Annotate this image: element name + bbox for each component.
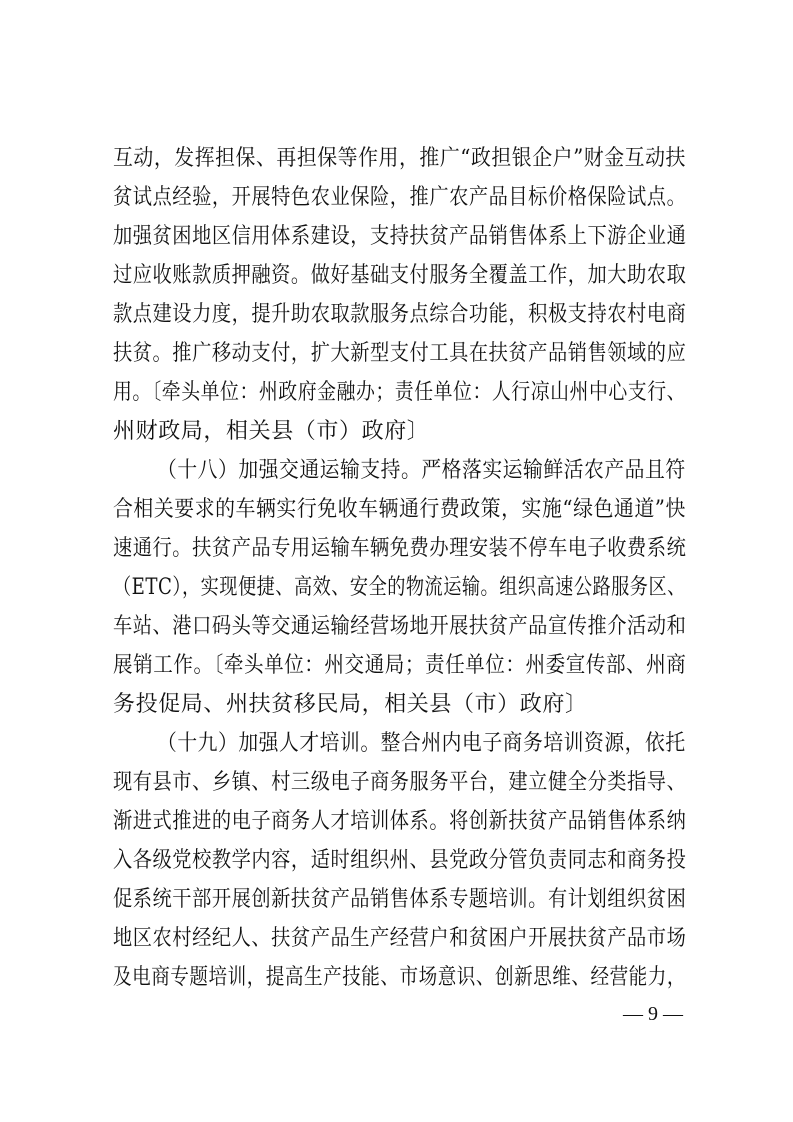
text-line: 务投促局、州扶贫移民局，相关县（市）政府〕 [113, 692, 588, 717]
text-line: 用。〔牵头单位：州政府金融办；责任单位：人行凉山州中心支行、 [113, 380, 687, 405]
section-18-first-line: （十八）加强交通运输支持。严格落实运输鲜活农产品且符 [157, 458, 686, 483]
text-line: 贫试点经验，开展特色农业保险，推广农产品目标价格保险试点。 [113, 185, 687, 210]
text-line: 展销工作。〔牵头单位：州交通局；责任单位：州委宣传部、州商 [113, 653, 687, 678]
text-line: 过应收账款质押融资。做好基础支付服务全覆盖工作，加大助农取 [113, 263, 687, 288]
page-number: — 9 — [623, 1003, 683, 1025]
text-line: 州财政局，相关县（市）政府〕 [113, 419, 430, 444]
text-line: 地区农村经纪人、扶贫产品生产经营户和贫困户开展扶贫产品市场 [113, 926, 687, 951]
text-line: 合相关要求的车辆实行免收车辆通行费政策，实施“绿色通道”快 [113, 497, 686, 522]
text-line: 现有县市、乡镇、村三级电子商务服务平台，建立健全分类指导、 [113, 770, 687, 795]
text-line: 促系统干部开展创新扶贫产品销售体系专题培训。有计划组织贫困 [113, 887, 687, 912]
text-line: 车站、港口码头等交通运输经营场地开展扶贫产品宣传推介活动和 [113, 614, 687, 639]
text-line: 款点建设力度，提升助农取款服务点综合功能，积极支持农村电商 [113, 302, 687, 327]
text-line: 渐进式推进的电子商务人才培训体系。将创新扶贫产品销售体系纳 [113, 809, 687, 834]
text-line: 扶贫。推广移动支付，扩大新型支付工具在扶贫产品销售领域的应 [113, 341, 687, 366]
text-line: 加强贫困地区信用体系建设，支持扶贫产品销售体系上下游企业通 [113, 224, 687, 249]
text-line: （ETC），实现便捷、高效、安全的物流运输。组织高速公路服务区、 [113, 575, 686, 600]
text-line: 互动，发挥担保、再担保等作用，推广“政担银企户”财金互动扶 [113, 146, 686, 171]
section-19-first-line: （十九）加强人才培训。整合州内电子商务培训资源，依托 [157, 731, 686, 756]
text-line: 入各级党校教学内容，适时组织州、县党政分管负责同志和商务投 [113, 848, 687, 873]
text-line: 速通行。扶贫产品专用运输车辆免费办理安装不停车电子收费系统 [113, 536, 687, 561]
text-line: 及电商专题培训，提高生产技能、市场意识、创新思维、经营能力， [113, 965, 686, 990]
